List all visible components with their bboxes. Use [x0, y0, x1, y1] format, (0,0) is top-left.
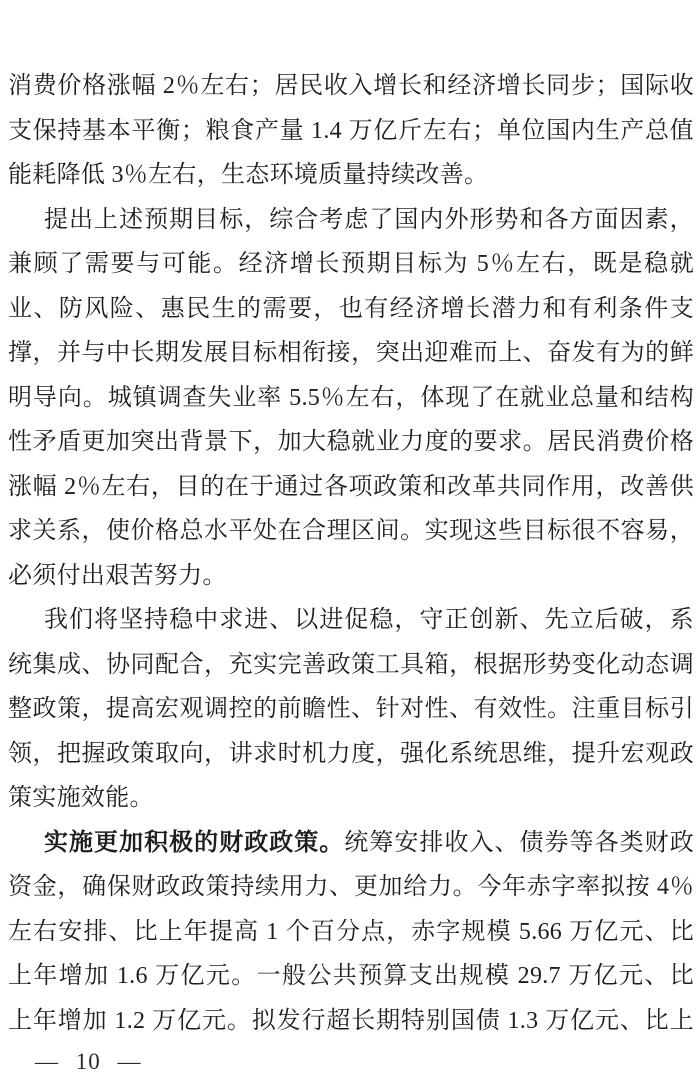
text-line: 提出上述预期目标，综合考虑了国内外形势和各方面因素，: [44, 206, 694, 233]
text-line: 求关系，使价格总水平处在合理区间。实现这些目标很不容易，: [8, 518, 694, 544]
page-number-footer: — 10 —: [35, 1049, 142, 1074]
text-line-rest: 统筹安排收入、债券等各类财政: [344, 829, 695, 856]
paragraph-4-fiscal-policy: [8, 821, 694, 1044]
text-line: 业、防风险、惠民生的需要，也有经济增长潜力和有利条件支: [8, 295, 694, 322]
text-line: 左右安排、比上年提高 1 个百分点，赤字规模 5.66 万亿元、比: [8, 918, 694, 945]
paragraph-2: [8, 198, 694, 599]
text-line: 必须付出艰苦努力。: [8, 562, 227, 589]
text-line: 领，把握政策取向，讲求时机力度，强化系统思维，提升宏观政: [8, 740, 694, 767]
text-line: 消费价格涨幅 2％左右；居民收入增长和经济增长同步；国际收: [8, 73, 694, 99]
text-line: 支保持基本平衡；粮食产量 1.4 万亿斤左右；单位国内生产总值: [8, 117, 694, 144]
text-line: 上年增加 1.6 万亿元。一般公共预算支出规模 29.7 万亿元、比: [8, 963, 694, 989]
text-line: 资金，确保财政政策持续用力、更加给力。今年赤字率拟按 4％: [8, 874, 694, 900]
paragraph-3: [8, 598, 694, 821]
text-line: 撑，并与中长期发展目标相衔接，突出迎难而上、奋发有为的鲜: [8, 340, 694, 366]
text-line: 兼顾了需要与可能。经济增长预期目标为 5％左右，既是稳就: [8, 251, 694, 277]
text-line: 整政策，提高宏观调控的前瞻性、针对性、有效性。注重目标引: [8, 696, 694, 722]
text-line: 策实施效能。: [8, 785, 154, 811]
text-line: 统集成、协同配合，充实完善政策工具箱，根据形势变化动态调: [8, 651, 694, 678]
text-line: [8, 821, 694, 866]
text-line: 能耗降低 3％左右，生态环境质量持续改善。: [8, 162, 489, 188]
text-line: 上年增加 1.2 万亿元。拟发行超长期特别国债 1.3 万亿元、比上: [8, 1007, 694, 1034]
text-line: 我们将坚持稳中求进、以进促稳，守正创新、先立后破，系: [44, 607, 694, 633]
paragraph-1: [8, 64, 694, 198]
text-line: 性矛盾更加突出背景下，加大稳就业力度的要求。居民消费价格: [8, 429, 694, 455]
bold-lead-fiscal-policy: 实施更加积极的财政政策。: [44, 829, 345, 856]
text-line: 涨幅 2％左右，目的在于通过各项政策和改革共同作用，改善供: [8, 473, 694, 500]
text-line: 明导向。城镇调查失业率 5.5％左右，体现了在就业总量和结构: [8, 384, 694, 411]
